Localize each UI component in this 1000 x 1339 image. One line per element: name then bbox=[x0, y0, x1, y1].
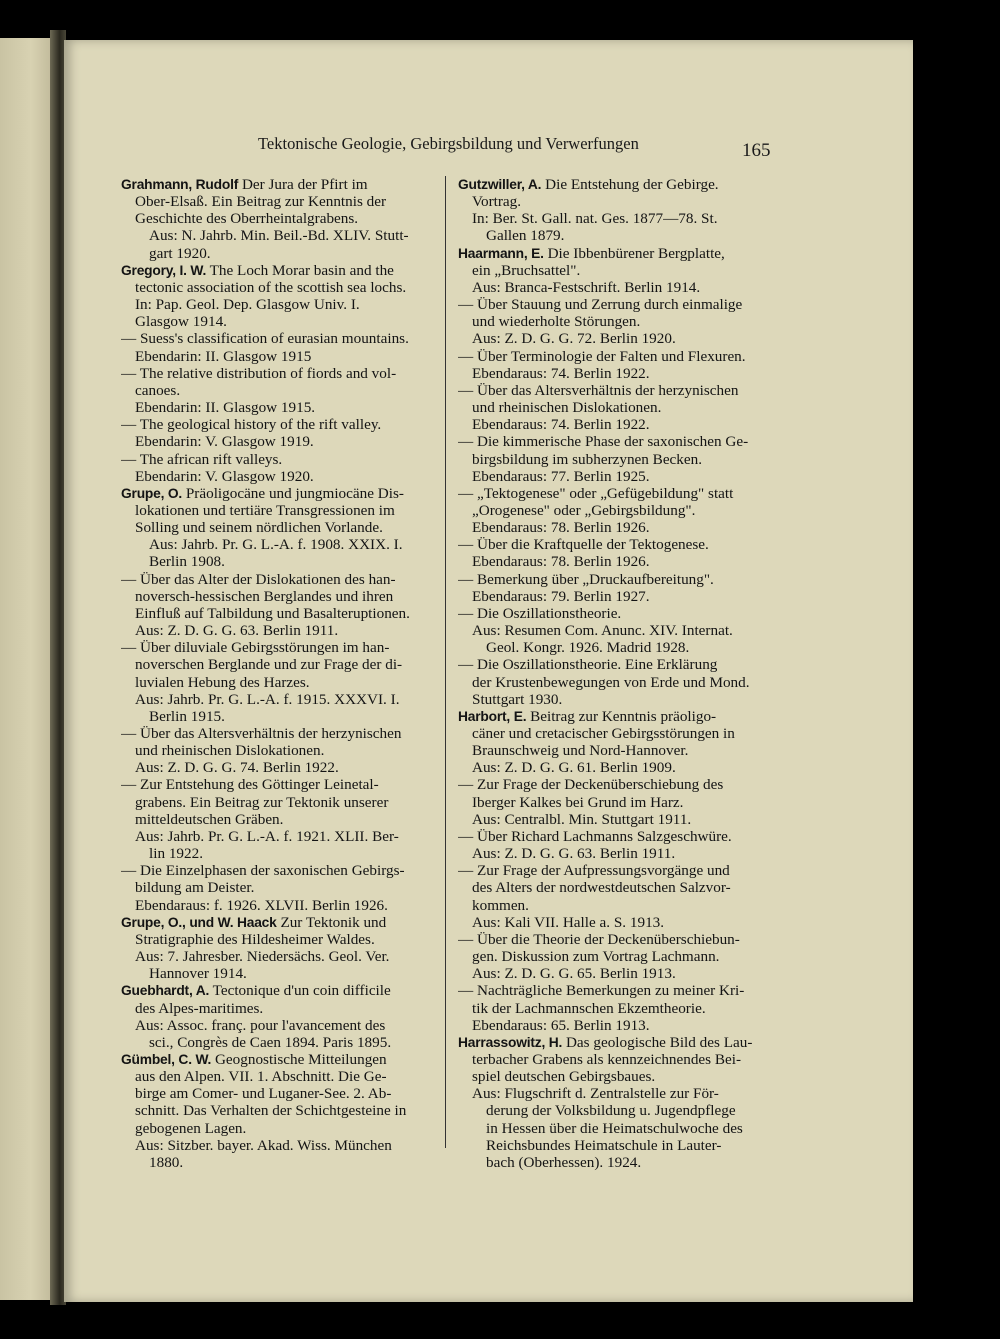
entry-line bbox=[121, 296, 437, 313]
entry-line bbox=[458, 708, 773, 725]
entry-text: Ebendaraus: 74. Berlin 1922. bbox=[472, 364, 650, 382]
entry-text: Aus: 7. Jahresber. Niedersächs. Geol. Ver. bbox=[135, 948, 390, 966]
entry-line bbox=[121, 897, 437, 914]
column-divider bbox=[445, 176, 446, 1148]
entry-line bbox=[458, 674, 773, 691]
entry-text: Ebendaraus: 79. Berlin 1927. bbox=[472, 587, 650, 605]
entry-line bbox=[458, 502, 773, 519]
entry-line bbox=[458, 1102, 773, 1119]
entry-line bbox=[458, 348, 773, 365]
entry-text: Aus: Z. D. G. G. 61. Berlin 1909. bbox=[472, 759, 676, 777]
entry-line bbox=[121, 845, 437, 862]
entry-text: Ebendaraus: 78. Berlin 1926. bbox=[472, 519, 650, 537]
entry-text: Aus: Jahrb. Pr. G. L.-A. f. 1921. XLII. Ber- bbox=[135, 827, 399, 845]
entry-text: Aus: Sitzber. bayer. Akad. Wiss. München bbox=[135, 1136, 392, 1154]
entry-line bbox=[121, 536, 437, 553]
entry-text: Einfluß auf Talbildung und Basalteruptionen. bbox=[135, 604, 410, 622]
entry-text: Solling und seinem nördlichen Vorlande. bbox=[135, 519, 383, 537]
entry-text: Aus: Jahrb. Pr. G. L.-A. f. 1915. XXXVI. I. bbox=[135, 690, 400, 708]
entry-line bbox=[121, 605, 437, 622]
entry-text: — Die Einzelphasen der saxonischen Gebirgs- bbox=[121, 862, 405, 880]
entry-line bbox=[458, 365, 773, 382]
entry-line bbox=[121, 176, 437, 193]
entry-line bbox=[458, 879, 773, 896]
entry-text: bach (Oberhessen). 1924. bbox=[486, 1153, 642, 1171]
entry-text: Geognostische Mitteilungen bbox=[211, 1050, 387, 1068]
entry-line bbox=[121, 399, 437, 416]
entry-line bbox=[458, 1154, 773, 1171]
entry-text: Das geologische Bild des Lau- bbox=[562, 1033, 753, 1051]
entry-author: Grahmann, Rudolf bbox=[121, 177, 239, 192]
entry-line bbox=[458, 605, 773, 622]
entry-line bbox=[458, 691, 773, 708]
entry-line bbox=[458, 725, 773, 742]
entry-line bbox=[121, 725, 437, 742]
entry-text: — Zur Frage der Deckenüberschiebung des bbox=[458, 776, 724, 794]
entry-text: Ebendaraus: 65. Berlin 1913. bbox=[472, 1016, 650, 1034]
entry-text: Aus: Z. D. G. G. 74. Berlin 1922. bbox=[135, 759, 339, 777]
entry-line bbox=[458, 965, 773, 982]
entry-text: — Über das Alter der Dislokationen des han- bbox=[121, 570, 396, 588]
entry-line bbox=[121, 965, 437, 982]
entry-line bbox=[458, 176, 773, 193]
entry-text: Berlin 1908. bbox=[149, 553, 225, 571]
entry-line bbox=[458, 519, 773, 536]
entry-line bbox=[458, 588, 773, 605]
entry-line bbox=[458, 468, 773, 485]
entry-text: lin 1922. bbox=[149, 845, 204, 863]
entry-line bbox=[121, 1085, 437, 1102]
entry-text: Ebendarin: II. Glasgow 1915. bbox=[135, 399, 316, 417]
entry-text: 1880. bbox=[149, 1153, 184, 1171]
entry-line bbox=[121, 1068, 437, 1085]
entry-line bbox=[121, 931, 437, 948]
entry-line bbox=[121, 279, 437, 296]
entry-text: — „Tektogenese" oder „Gefügebildung" statt bbox=[458, 484, 734, 502]
entry-line bbox=[458, 776, 773, 793]
entry-text: schnitt. Das Verhalten der Schichtgesteine in bbox=[135, 1102, 407, 1120]
entry-text: In: Ber. St. Gall. nat. Ges. 1877—78. St. bbox=[472, 210, 718, 228]
entry-line bbox=[458, 982, 773, 999]
entry-line bbox=[121, 433, 437, 450]
entry-text: Geol. Kongr. 1926. Madrid 1928. bbox=[486, 639, 690, 657]
entry-line bbox=[458, 622, 773, 639]
entry-text: noversch-hessischen Berglandes und ihren bbox=[135, 587, 394, 605]
entry-line bbox=[121, 193, 437, 210]
entry-text: Aus: Centralbl. Min. Stuttgart 1911. bbox=[472, 810, 692, 828]
bibliography-entry bbox=[121, 176, 437, 262]
entry-text: Der Jura der Pfirt im bbox=[238, 176, 368, 193]
bibliography-entry bbox=[458, 1034, 773, 1171]
entry-author: Harrassowitz, H. bbox=[458, 1034, 563, 1050]
entry-line bbox=[121, 416, 437, 433]
entry-author: Grupe, O., und W. Haack bbox=[121, 914, 277, 930]
bibliography-entry bbox=[121, 262, 437, 485]
entry-line bbox=[121, 639, 437, 656]
entry-line bbox=[121, 571, 437, 588]
entry-text: in Hessen über die Heimatschulwoche des bbox=[486, 1119, 743, 1137]
entry-text: tik der Lachmannschen Ekzemtheorie. bbox=[472, 999, 706, 1017]
entry-line bbox=[121, 330, 437, 347]
entry-line bbox=[458, 1051, 773, 1068]
page-number: 165 bbox=[742, 140, 771, 161]
entry-text: spiel deutschen Gebirgsbaues. bbox=[472, 1068, 656, 1086]
entry-text: — The african rift valleys. bbox=[121, 450, 283, 468]
entry-line bbox=[121, 227, 437, 244]
entry-line bbox=[458, 828, 773, 845]
entry-line bbox=[458, 227, 773, 244]
entry-line bbox=[458, 639, 773, 656]
entry-text: sci., Congrès de Caen 1894. Paris 1895. bbox=[149, 1033, 392, 1051]
bibliography-entry bbox=[458, 245, 773, 708]
entry-line bbox=[121, 622, 437, 639]
entry-line bbox=[458, 948, 773, 965]
entry-text: Die Ibbenbürener Bergplatte, bbox=[543, 244, 725, 262]
entry-text: Aus: Z. D. G. G. 65. Berlin 1913. bbox=[472, 965, 676, 983]
entry-line bbox=[458, 1085, 773, 1102]
entry-line bbox=[458, 279, 773, 296]
entry-line bbox=[121, 879, 437, 896]
entry-text: der Krustenbewegungen von Erde und Mond. bbox=[472, 673, 750, 691]
entry-line bbox=[121, 656, 437, 673]
entry-line bbox=[458, 897, 773, 914]
entry-line bbox=[121, 828, 437, 845]
entry-text: gen. Diskussion zum Vortrag Lachmann. bbox=[472, 948, 720, 966]
bibliography-column-right bbox=[458, 176, 773, 1171]
entry-text: Stratigraphie des Hildesheimer Waldes. bbox=[135, 930, 375, 948]
entry-line bbox=[458, 742, 773, 759]
entry-line bbox=[121, 914, 437, 931]
entry-text: — Zur Frage der Aufpressungsvorgänge und bbox=[458, 862, 730, 880]
entry-line bbox=[121, 485, 437, 502]
entry-text: Ebendarin: V. Glasgow 1919. bbox=[135, 433, 314, 451]
entry-text: canoes. bbox=[135, 381, 181, 399]
entry-line bbox=[458, 296, 773, 313]
entry-text: — Über die Kraftquelle der Tektogenese. bbox=[458, 536, 709, 554]
entry-text: Aus: Assoc. franç. pour l'avancement des bbox=[135, 1016, 386, 1034]
entry-text: The Loch Morar basin and the bbox=[206, 261, 394, 279]
entry-line bbox=[458, 811, 773, 828]
entry-line bbox=[458, 1137, 773, 1154]
entry-text: terbacher Grabens als kennzeichnendes Bei- bbox=[472, 1050, 742, 1068]
entry-line bbox=[121, 1017, 437, 1034]
entry-author: Haarmann, E. bbox=[458, 245, 544, 261]
bibliography-entry bbox=[121, 485, 437, 914]
bibliography-entry bbox=[458, 176, 773, 245]
entry-text: lokationen und tertiäre Transgressionen im bbox=[135, 501, 395, 519]
entry-text: cäner und cretacischer Gebirgsstörungen in bbox=[472, 725, 735, 742]
entry-line bbox=[458, 536, 773, 553]
entry-text: aus den Alpen. VII. 1. Abschnitt. Die Ge- bbox=[135, 1068, 387, 1086]
entry-line bbox=[121, 742, 437, 759]
entry-line bbox=[458, 433, 773, 450]
entry-text: — The relative distribution of fiords and vol- bbox=[121, 364, 397, 382]
entry-text: — Suess's classification of eurasian mountains. bbox=[121, 330, 409, 348]
entry-line bbox=[121, 553, 437, 570]
entry-text: Aus: N. Jahrb. Min. Beil.-Bd. XLIV. Stutt- bbox=[149, 227, 409, 245]
entry-text: — Über diluviale Gebirgsstörungen im han- bbox=[121, 639, 390, 657]
entry-text: Tectonique d'un coin difficile bbox=[209, 982, 391, 1000]
entry-author: Grupe, O. bbox=[121, 485, 183, 501]
entry-text: — Über das Altersverhältnis der herzynischen bbox=[121, 725, 402, 742]
entry-text: gart 1920. bbox=[149, 244, 211, 262]
entry-text: Aus: Jahrb. Pr. G. L.-A. f. 1908. XXIX. I. bbox=[149, 536, 403, 554]
entry-text: — Zur Entstehung des Göttinger Leinetal- bbox=[121, 776, 379, 794]
entry-line bbox=[121, 982, 437, 999]
entry-text: bildung am Deister. bbox=[135, 879, 255, 897]
entry-text: Aus: Branca-Festschrift. Berlin 1914. bbox=[472, 278, 701, 296]
entry-line bbox=[121, 365, 437, 382]
entry-text: Die Entstehung der Gebirge. bbox=[541, 176, 719, 193]
entry-line bbox=[121, 245, 437, 262]
entry-text: des Alpes-maritimes. bbox=[135, 999, 264, 1017]
entry-line bbox=[121, 759, 437, 776]
entry-text: grabens. Ein Beitrag zur Tektonik unserer bbox=[135, 793, 389, 811]
entry-text: Ober-Elsaß. Ein Beitrag zur Kenntnis der bbox=[135, 193, 387, 211]
entry-line bbox=[458, 656, 773, 673]
entry-text: — Nachträgliche Bemerkungen zu meiner Kri- bbox=[458, 982, 745, 1000]
entry-line bbox=[121, 1034, 437, 1051]
entry-line bbox=[458, 1000, 773, 1017]
entry-text: und wiederholte Störungen. bbox=[472, 313, 641, 331]
entry-text: Braunschweig und Nord-Hannover. bbox=[472, 742, 689, 760]
entry-line bbox=[458, 485, 773, 502]
bibliography-entry bbox=[121, 982, 437, 1051]
entry-line bbox=[458, 451, 773, 468]
entry-text: derung der Volksbildung u. Jugendpflege bbox=[486, 1102, 736, 1120]
entry-text: Aus: Kali VII. Halle a. S. 1913. bbox=[472, 913, 665, 931]
entry-line bbox=[458, 193, 773, 210]
entry-line bbox=[121, 451, 437, 468]
entry-line bbox=[458, 382, 773, 399]
entry-line bbox=[458, 245, 773, 262]
entry-text: tectonic association of the scottish sea lochs. bbox=[135, 278, 407, 296]
entry-line bbox=[121, 948, 437, 965]
entry-text: Vortrag. bbox=[472, 193, 522, 211]
entry-text: — Die kimmerische Phase der saxonischen Ge- bbox=[458, 433, 749, 451]
entry-text: — Über Stauung und Zerrung durch einmalige bbox=[458, 296, 743, 314]
entry-line bbox=[458, 210, 773, 227]
entry-line bbox=[458, 794, 773, 811]
entry-line bbox=[458, 914, 773, 931]
bibliography-column-left bbox=[121, 176, 437, 1171]
entry-text: luvialen Hebung des Harzes. bbox=[135, 673, 310, 691]
entry-text: — The geological history of the rift valley. bbox=[121, 416, 382, 434]
entry-text: Berlin 1915. bbox=[149, 707, 225, 725]
entry-text: Hannover 1914. bbox=[149, 965, 247, 983]
facing-page-edge bbox=[0, 38, 56, 1300]
entry-line bbox=[458, 931, 773, 948]
entry-text: Ebendarin: II. Glasgow 1915 bbox=[135, 347, 312, 365]
entry-line bbox=[121, 794, 437, 811]
entry-line bbox=[458, 1068, 773, 1085]
entry-text: Iberger Kalkes bei Grund im Harz. bbox=[472, 793, 684, 811]
entry-line bbox=[458, 1034, 773, 1051]
entry-line bbox=[458, 845, 773, 862]
entry-text: Geschichte des Oberrheintalgrabens. bbox=[135, 210, 359, 228]
entry-author: Gutzwiller, A. bbox=[458, 177, 542, 192]
entry-text: „Orogenese" oder „Gebirgsbildung". bbox=[472, 501, 696, 519]
entry-text: Ebendaraus: 77. Berlin 1925. bbox=[472, 467, 650, 485]
entry-text: kommen. bbox=[472, 896, 529, 914]
entry-line bbox=[458, 1017, 773, 1034]
entry-line bbox=[121, 262, 437, 279]
entry-line bbox=[458, 416, 773, 433]
entry-line bbox=[458, 571, 773, 588]
entry-line bbox=[121, 468, 437, 485]
entry-line bbox=[121, 1000, 437, 1017]
entry-text: In: Pap. Geol. Dep. Glasgow Univ. I. bbox=[135, 296, 360, 314]
entry-text: Präoligocäne und jungmiocäne Dis- bbox=[182, 484, 404, 502]
entry-line bbox=[121, 1102, 437, 1119]
entry-line bbox=[458, 1120, 773, 1137]
entry-author: Gregory, I. W. bbox=[121, 262, 207, 278]
entry-text: gebogenen Lagen. bbox=[135, 1119, 247, 1137]
entry-line bbox=[121, 348, 437, 365]
entry-text: — Über das Altersverhältnis der herzynischen bbox=[458, 381, 739, 399]
entry-text: Stuttgart 1930. bbox=[472, 690, 563, 708]
entry-text: — Bemerkung über „Druckaufbereitung". bbox=[458, 570, 714, 588]
entry-line bbox=[121, 382, 437, 399]
entry-line bbox=[121, 588, 437, 605]
bibliography-entry bbox=[121, 1051, 437, 1171]
entry-line bbox=[121, 1051, 437, 1068]
entry-text: birge am Comer- und Luganer-See. 2. Ab- bbox=[135, 1085, 392, 1103]
entry-line bbox=[121, 1120, 437, 1137]
entry-text: Ebendaraus: f. 1926. XLVII. Berlin 1926. bbox=[135, 896, 388, 914]
entry-text: Glasgow 1914. bbox=[135, 313, 227, 331]
entry-text: mitteldeutschen Gräben. bbox=[135, 810, 284, 828]
entry-text: ein „Bruchsattel". bbox=[472, 261, 581, 279]
entry-line bbox=[121, 811, 437, 828]
running-title: Tektonische Geologie, Gebirgsbildung und Verwerfungen bbox=[258, 134, 639, 153]
entry-author: Harbort, E. bbox=[458, 708, 527, 724]
entry-line bbox=[121, 1137, 437, 1154]
entry-text: — Die Oszillationstheorie. Eine Erklärung bbox=[458, 656, 718, 674]
entry-line bbox=[458, 553, 773, 570]
entry-line bbox=[458, 262, 773, 279]
entry-author: Guebhardt, A. bbox=[121, 983, 210, 999]
entry-text: Aus: Flugschrift d. Zentralstelle zur För- bbox=[472, 1085, 719, 1103]
entry-line bbox=[458, 399, 773, 416]
entry-text: und rheinischen Dislokationen. bbox=[472, 399, 662, 417]
entry-line bbox=[458, 330, 773, 347]
entry-text: Ebendaraus: 74. Berlin 1922. bbox=[472, 416, 650, 434]
entry-text: — Über Richard Lachmanns Salzgeschwüre. bbox=[458, 827, 732, 845]
entry-text: und rheinischen Dislokationen. bbox=[135, 742, 325, 760]
entry-line bbox=[121, 519, 437, 536]
entry-text: Ebendaraus: 78. Berlin 1926. bbox=[472, 553, 650, 571]
entry-text: Gallen 1879. bbox=[486, 227, 565, 245]
entry-line bbox=[121, 691, 437, 708]
entry-text: Aus: Z. D. G. G. 72. Berlin 1920. bbox=[472, 330, 676, 348]
entry-text: Ebendarin: V. Glasgow 1920. bbox=[135, 467, 314, 485]
entry-text: birgsbildung im subherzynen Becken. bbox=[472, 450, 703, 468]
entry-line bbox=[458, 313, 773, 330]
entry-line bbox=[458, 759, 773, 776]
entry-text: Zur Tektonik und bbox=[276, 913, 387, 931]
entry-line bbox=[458, 862, 773, 879]
entry-author: Gümbel, C. W. bbox=[121, 1051, 212, 1067]
entry-text: — Über Terminologie der Falten und Flexuren. bbox=[458, 347, 746, 365]
entry-text: Aus: Resumen Com. Anunc. XIV. Internat. bbox=[472, 622, 733, 640]
entry-text: — Über die Theorie der Deckenüberschiebun- bbox=[458, 930, 740, 948]
entry-line bbox=[121, 210, 437, 227]
bibliography-entry bbox=[121, 914, 437, 983]
entry-line bbox=[121, 862, 437, 879]
entry-line bbox=[121, 502, 437, 519]
entry-line bbox=[121, 1154, 437, 1171]
entry-text: Beitrag zur Kenntnis präoligo- bbox=[526, 707, 717, 725]
entry-text: Aus: Z. D. G. G. 63. Berlin 1911. bbox=[472, 845, 676, 863]
entry-line bbox=[121, 674, 437, 691]
entry-text: noverschen Berglande und zur Frage der di- bbox=[135, 656, 403, 674]
entry-text: — Die Oszillationstheorie. bbox=[458, 604, 622, 622]
entry-line bbox=[121, 708, 437, 725]
entry-line bbox=[121, 313, 437, 330]
entry-text: des Alters der nordwestdeutschen Salzvor- bbox=[472, 879, 731, 897]
bibliography-entry bbox=[458, 708, 773, 1034]
entry-text: Reichsbundes Heimatschule in Lauter- bbox=[486, 1136, 722, 1154]
entry-line bbox=[121, 776, 437, 793]
entry-text: Aus: Z. D. G. G. 63. Berlin 1911. bbox=[135, 622, 339, 640]
